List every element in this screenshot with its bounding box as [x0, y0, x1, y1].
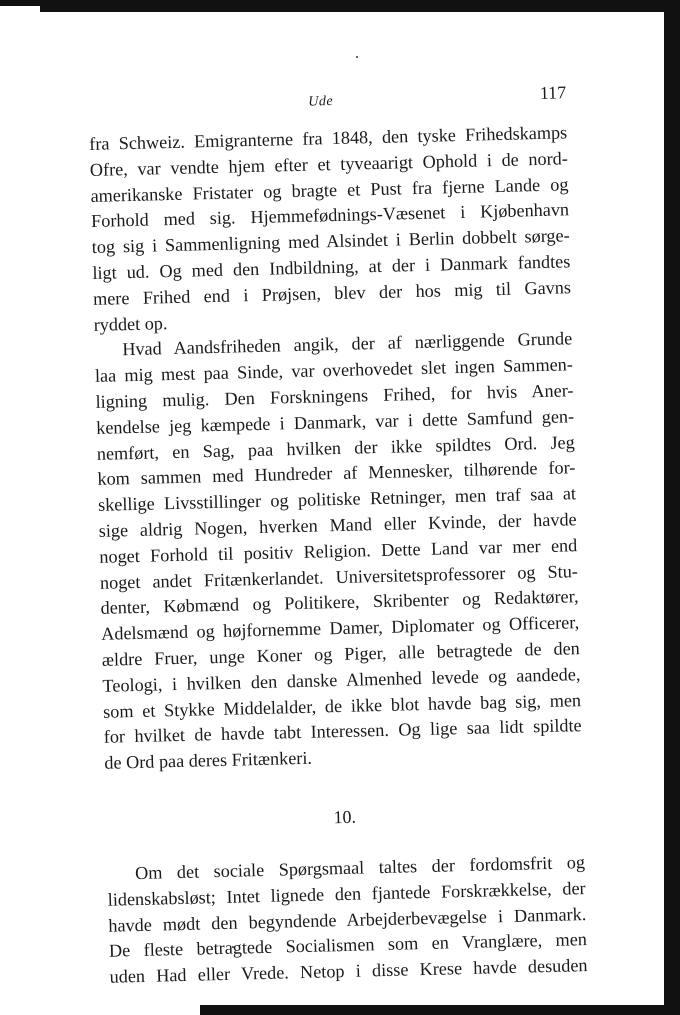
text-line: nemført, en Sag, paa hvilken der ikke spildtes Ord. Jeg	[96, 431, 575, 464]
text-line: amerikanske Fristater og bragte et Pust fra fjerne Lande og	[90, 173, 569, 206]
text-line: Om det sociale Spørgsmaal taltes der fordomsfrit og	[134, 852, 586, 884]
paragraph-1	[89, 120, 572, 338]
text-line: uden Had eller Vrede. Netop i disse Krese havde desuden	[109, 955, 588, 987]
text-line: noget Forhold til positiv Religion. Dette Land var mer end	[99, 534, 578, 567]
text-line: ryddet op.	[93, 312, 168, 335]
text-line: skellige Livsstillinger og politiske Retninger, men traf saa at	[97, 483, 577, 516]
text-line: tog sig i Sammenligning med Alsindet i Berlin dobbelt sørge-	[91, 225, 570, 258]
text-line: mere Frihed end i Prøjsen, blev der hos mig til Gavns	[92, 277, 572, 309]
text-line: ligt ud. Og med den Indbildning, at der i Danmark fandtes	[92, 251, 571, 283]
text-line: denter, Købmænd og Politikere, Skribenter og Redaktører,	[100, 586, 579, 619]
text-line: sige aldrig Nogen, hverken Mand eller Kvinde, der havde	[98, 509, 577, 541]
text-line: ligning mulig. Den Forskningens Frihed, for hvis Aner-	[95, 380, 574, 412]
text-line: for hvilket de havde tabt Interessen. Og lige saa lidt spildte	[103, 715, 582, 748]
paragraph-2	[94, 327, 583, 777]
book-page	[88, 80, 588, 990]
text-line: Teologi, i hvilken den danske Almenhed levede og aandede,	[102, 663, 581, 696]
text-line: kom sammen med Hundreder af Mennesker, tilhørende for-	[97, 457, 576, 490]
text-line: Adelsmænd og højfornemme Damer, Diplomater og Officerer,	[101, 612, 580, 644]
text-line: de Ord paa deres Fritænkeri.	[104, 747, 313, 773]
text-line: De fleste betragtede Socialismen som en Vranglære, men	[108, 929, 588, 962]
text-line: kendelse jeg kæmpede i Danmark, var i dette Samfund gen-	[95, 405, 575, 438]
section-number: 10.	[333, 806, 357, 828]
paragraph-3	[107, 850, 588, 991]
text-line: Hvad Aandsfriheden angik, der af nærliggende Grunde	[122, 328, 573, 360]
text-line: noget andet Fritænkerlandet. Universitetsprofessorer og Stu-	[99, 560, 579, 593]
text-line: Ofre, var vendte hjem efter et tyveaarigt Ophold i de nord-	[89, 148, 569, 180]
text-line: Forhold med sig. Hjemmefødnings-Væsenet i Kjøbenhavn	[90, 199, 570, 232]
scan-border-right	[664, 0, 680, 1015]
text-line: fra Schweiz. Emigranterne fra 1848, den tyske Frihedskamps	[89, 122, 568, 154]
text-line: lidenskabsløst; Intet lignede den fjantede Forskrækkelse, der	[107, 877, 586, 910]
page-header	[88, 80, 567, 122]
text-line: ældre Fruer, unge Koner og Piger, alle betragtede de den	[101, 638, 580, 670]
scan-border-bottom	[200, 1005, 680, 1015]
scan-border-top	[40, 0, 680, 12]
text-line: laa mig mest paa Sinde, var overhovedet slet ingen Sammen-	[94, 354, 574, 387]
page-number: 117	[539, 82, 567, 103]
running-head: Ude	[308, 94, 334, 110]
text-line: havde mødt den begyndende Arbejderbevægelse i Danmark.	[108, 903, 587, 936]
text-line: som et Stykke Middelalder, de ikke blot havde bag sig, men	[102, 689, 582, 722]
speck	[356, 56, 358, 58]
